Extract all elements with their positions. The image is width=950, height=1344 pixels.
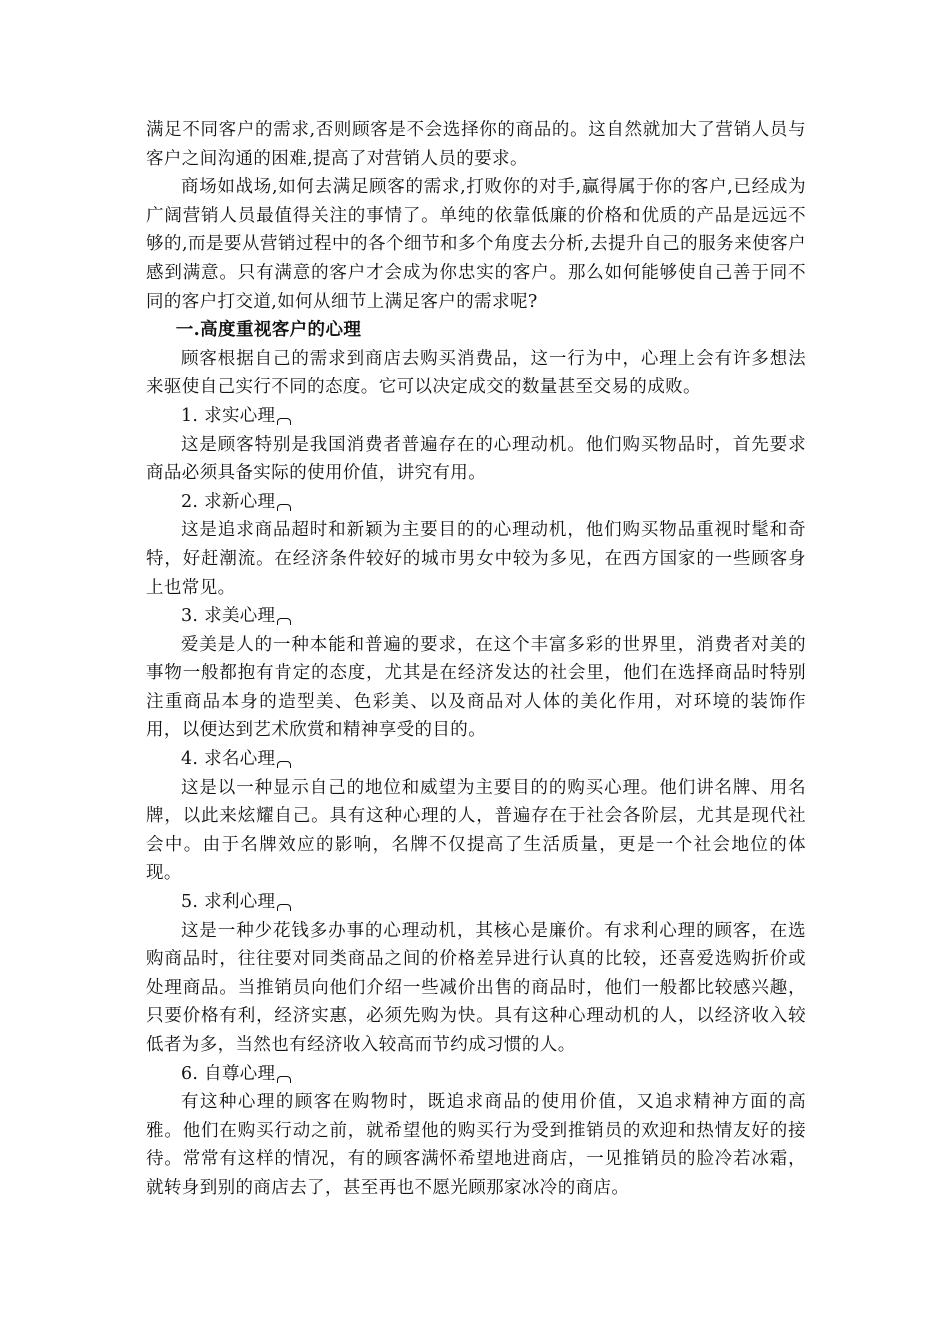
item-title xyxy=(146,1060,806,1089)
section-intro: 顾客根据自己的需求到商店去购买消费品，这一行为中，心理上会有许多想法来驱使自己实行不同的态度。它可以决定成交的数量甚至交易的成败。 xyxy=(146,348,806,398)
item-title-text: 2. 求新心理 xyxy=(181,491,276,512)
return-mark-icon xyxy=(277,618,291,625)
intro-paragraph-1: 满足不同客户的需求,否则顾客是不会选择你的商品的。这自然就加大了营销人员与客户之间沟通的困难,提高了对营销人员的要求。 xyxy=(146,120,806,169)
item-title xyxy=(146,888,806,917)
item-body: 这是以一种显示自己的地位和威望为主要目的的购买心理。他们讲名牌、用名牌，以此来炫耀自己。具有这种心理的人，普遍存在于社会各阶层，尤其是现代社会中。由于名牌效应的影响，名牌不仅提高了生活质量，更是一个社会地位的体现。 xyxy=(146,777,806,884)
item-title xyxy=(146,402,806,431)
item-title xyxy=(146,745,806,774)
item-body: 这是顾客特别是我国消费者普遍存在的心理动机。他们购买物品时，首先要求商品必须具备实际的使用价值，讲究有用。 xyxy=(146,434,806,484)
intro-paragraph-2: 商场如战场,如何去满足顾客的需求,打败你的对手,赢得属于你的客户,已经成为广阔营销人员最值得关注的事情了。单纯的依靠低廉的价格和优质的产品是远远不够的,而是要从营销过程中的各个细节和多个角度去分析,去提升自己的服务来使客户感到满意。只有满意的客户才会成为你忠实的客户。那么如何能够使自己善于同不同的客户打交道,如何从细节上满足客户的需求呢? xyxy=(146,177,806,312)
return-mark-icon xyxy=(277,904,291,911)
return-mark-icon xyxy=(277,504,291,511)
item-title xyxy=(146,488,806,517)
return-mark-icon xyxy=(277,761,291,768)
item-title xyxy=(146,602,806,631)
item-title-text: 1. 求实心理 xyxy=(181,405,276,426)
item-body: 这是追求商品超时和新颖为主要目的的心理动机，他们购买物品重视时髦和奇特，好赶潮流。在经济条件较好的城市男女中较为多见，在西方国家的一些顾客身上也常见。 xyxy=(146,520,806,598)
item-title-text: 4. 求名心理 xyxy=(181,749,276,770)
item-title-text: 5. 求利心理 xyxy=(181,892,276,913)
return-mark-icon xyxy=(277,1076,291,1083)
document-body xyxy=(146,116,806,1203)
item-body: 这是一种少花钱多办事的心理动机，其核心是廉价。有求利心理的顾客，在选购商品时，往往要对同类商品之间的价格差异进行认真的比较，还喜爱选购折价或处理商品。当推销员向他们介绍一些减价出售的商品时，他们一般都比较感兴趣，只要价格有利，经济实惠，必须先购为快。具有这种心理动机的人，以经济收入较低者为多，当然也有经济收入较高而节约成习惯的人。 xyxy=(146,920,806,1055)
item-title-text: 3. 求美心理 xyxy=(181,606,276,627)
return-mark-icon xyxy=(277,418,291,425)
section-heading: 一.高度重视客户的心理 xyxy=(175,320,362,341)
item-body: 有这种心理的顾客在购物时，既追求商品的使用价值，又追求精神方面的高雅。他们在购买行动之前，就希望他的购买行为受到推销员的欢迎和热情友好的接待。常常有这样的情况，有的顾客满怀希望地进商店，一见推销员的脸冷若冰霜，就转身到别的商店去了，甚至再也不愿光顾那家冰冷的商店。 xyxy=(146,1092,806,1198)
item-title-text: 6. 自尊心理 xyxy=(181,1063,276,1084)
item-body: 爱美是人的一种本能和普遍的要求，在这个丰富多彩的世界里，消费者对美的事物一般都抱有肯定的态度，尤其是在经济发达的社会里，他们在选择商品时特别注重商品本身的造型美、色彩美、以及商品对人体的美化作用，对环境的装饰作用，以便达到艺术欣赏和精神享受的目的。 xyxy=(146,634,806,741)
